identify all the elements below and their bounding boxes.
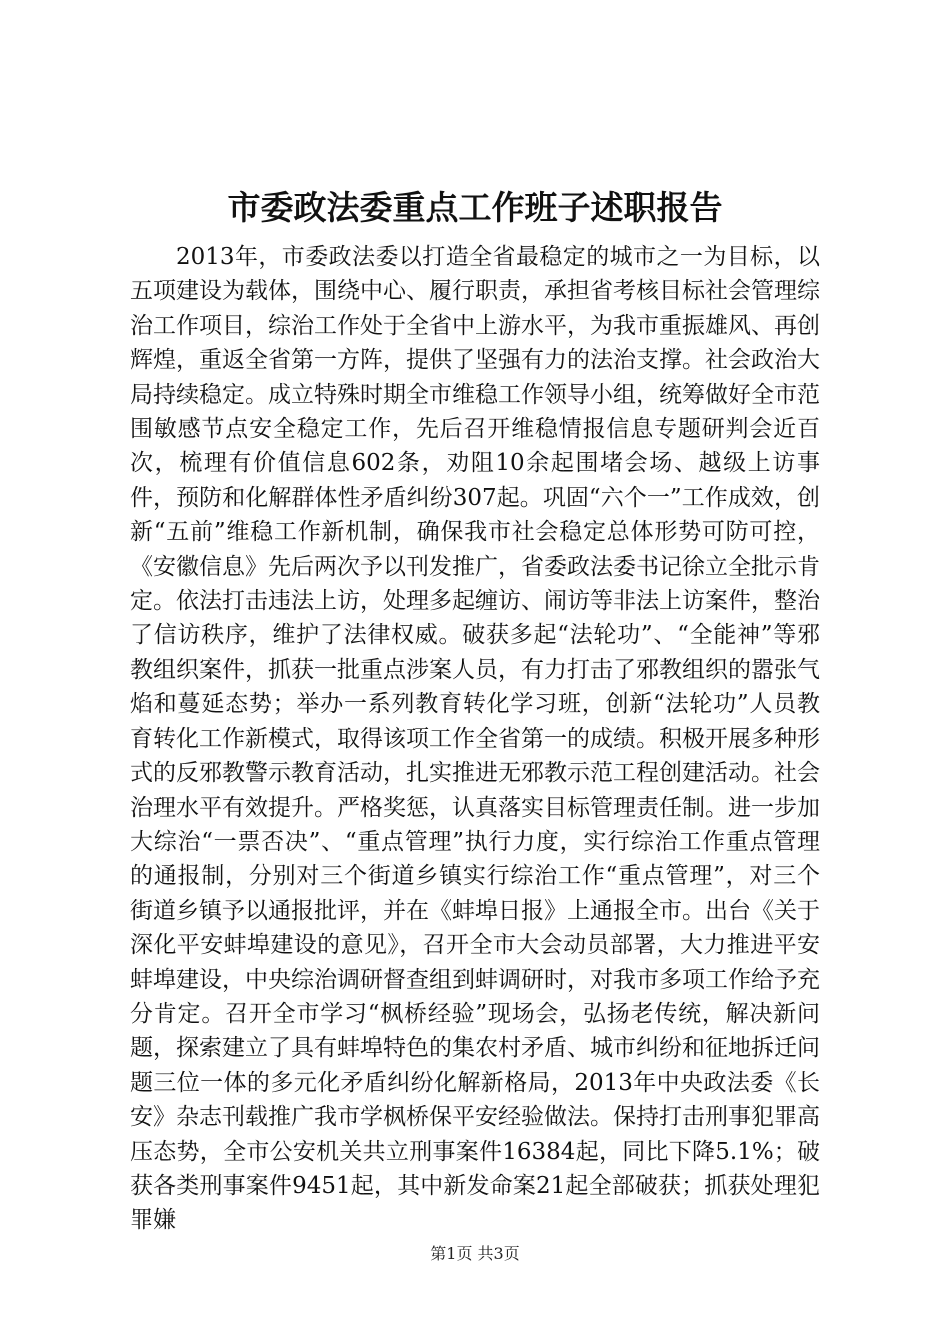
document-title: 市委政法委重点工作班子述职报告 (227, 188, 723, 227)
page-number: 第1页 共3页 (430, 1244, 520, 1263)
body-paragraph: 2013年，市委政法委以打造全省最稳定的城市之一为目标，以五项建设为载体，围绕中心、履行职责，承担省考核目标社会管理综治工作项目，综治工作处于全省中上游水平，为我市重振雄风、再创辉煌，重返全省第一方阵，提供了坚强有力的法治支撑。社会政治大局持续稳定。成立特殊时期全市维稳工作领导小组，统筹做好全市范围敏感节点安全稳定工作，先后召开维稳情报信息专题研判会近百次，梳理有价值信息602条，劝阻10余起围堵会场、越级上访事件，预防和化解群体性矛盾纠纷307起。巩固“六个一”工作成效，创新“五前”维稳工作新机制，确保我市社会稳定总体形势可防可控，《安徽信息》先后两次予以刊发推广，省委政法委书记徐立全批示肯定。依法打击违法上访，处理多起缠访、闹访等非法上访案件，整治了信访秩序，维护了法律权威。破获多起“法轮功”、“全能神”等邪教组织案件，抓获一批重点涉案人员，有力打击了邪教组织的嚣张气焰和蔓延态势；举办一系列教育转化学习班，创新“法轮功”人员教育转化工作新模式，取得该项工作全省第一的成绩。积极开展多种形式的反邪教警示教育活动，扎实推进无邪教示范工程创建活动。社会治理水平有效提升。严格奖惩，认真落实目标管理责任制。进一步加大综治“一票否决”、“重点管理”执行力度，实行综治工作重点管理的通报制，分别对三个街道乡镇实行综治工作“重点管理”，对三个街道乡镇予以通报批评，并在《蚌埠日报》上通报全市。出台《关于深化平安蚌埠建设的意见》，召开全市大会动员部署，大力推进平安蚌埠建设，中央综治调研督查组到蚌调研时，对我市多项工作给予充分肯定。召开全市学习“枫桥经验”现场会，弘扬老传统，解决新问题，探索建立了具有蚌埠特色的集农村矛盾、城市纠纷和征地拆迁问题三位一体的多元化矛盾纠纷化解新格局，2013年中央政法委《长安》杂志刊载推广我市学枫桥保平安经验做法。保持打击刑事犯罪高压态势，全市公安机关共立刑事案件16384起，同比下降5.1%；破获各类刑事案件9451起，其中新发命案21起全部破获；抓获处理犯罪嫌 (130, 244, 820, 1234)
